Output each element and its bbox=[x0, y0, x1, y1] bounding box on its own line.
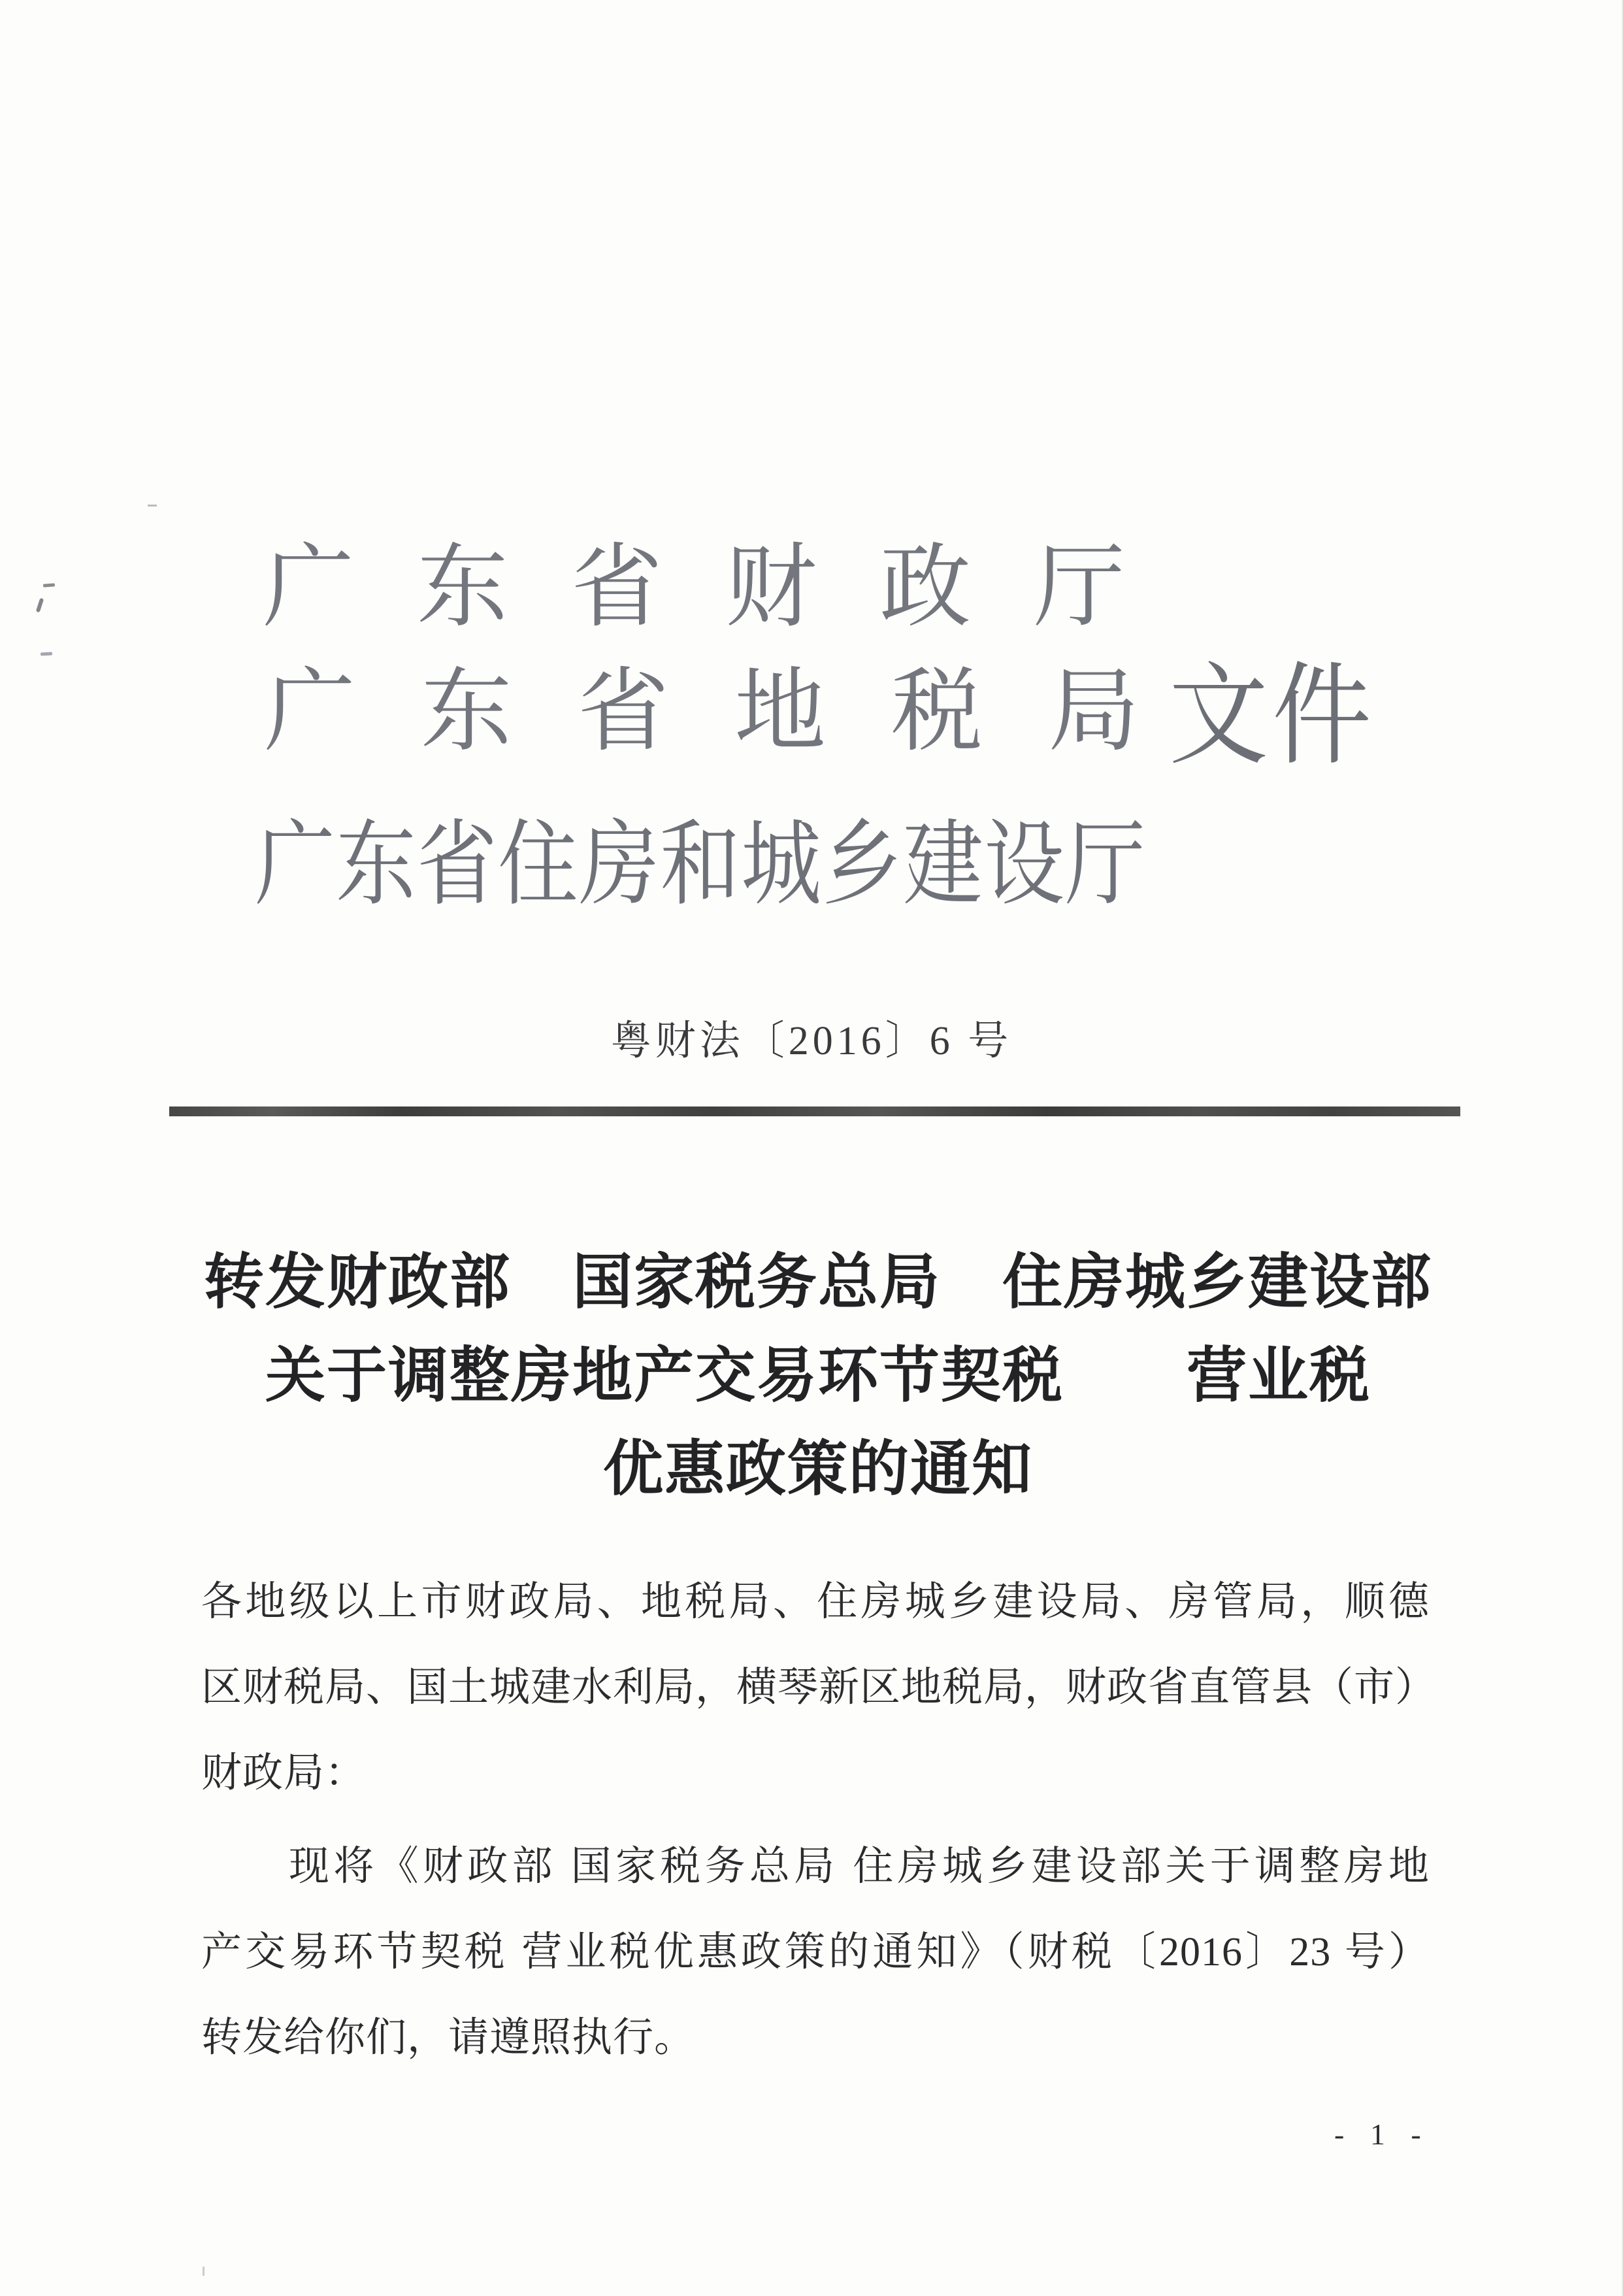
scan-artifact bbox=[43, 583, 55, 587]
scan-artifact bbox=[203, 2267, 205, 2276]
body-paragraph-line-1: 现将《财政部 国家税务总局 住房城乡建设部关于调整房地 bbox=[289, 1844, 1430, 1889]
letterhead-agency-finance: 广东省财政厅 bbox=[263, 537, 1189, 639]
recipients-line-3: 财政局： bbox=[201, 1751, 367, 1795]
recipients-line-1: 各地级以上市财政局、地税局、住房城乡建设局、房管局，顺德 bbox=[201, 1580, 1430, 1624]
recipients-line-2: 区财税局、国土城建水利局，横琴新区地税局，财政省直管县（市） bbox=[201, 1665, 1437, 1710]
scan-artifact bbox=[148, 505, 157, 507]
page-number: - 1 - bbox=[1334, 2118, 1430, 2151]
letterhead-document-word: 文件 bbox=[1169, 655, 1376, 778]
letterhead-agency-housing: 广东省住房和城乡建设厅 bbox=[255, 812, 1146, 917]
scan-artifact bbox=[36, 598, 44, 613]
body-paragraph-line-3: 转发给你们，请遵照执行。 bbox=[201, 2016, 696, 2060]
letterhead-agency-tax bbox=[264, 655, 1376, 778]
title-line-1: 转发财政部 国家税务总局 住房城乡建设部 bbox=[203, 1249, 1432, 1316]
scan-artifact bbox=[41, 652, 52, 656]
letterhead-agency-tax-name: 广东省地税局 bbox=[264, 661, 1205, 763]
letterhead-divider-rule bbox=[169, 1106, 1460, 1116]
document-title bbox=[192, 1236, 1444, 1516]
title-line-2: 关于调整房地产交易环节契税 营业税 bbox=[265, 1342, 1371, 1409]
document-reference-number: 粤财法〔2016〕6 号 bbox=[610, 1019, 1013, 1063]
title-line-3: 优惠政策的通知 bbox=[602, 1436, 1033, 1503]
body-paragraph-line-2: 产交易环节契税 营业税优惠政策的通知》（财税〔2016〕23 号） bbox=[201, 1930, 1430, 1974]
